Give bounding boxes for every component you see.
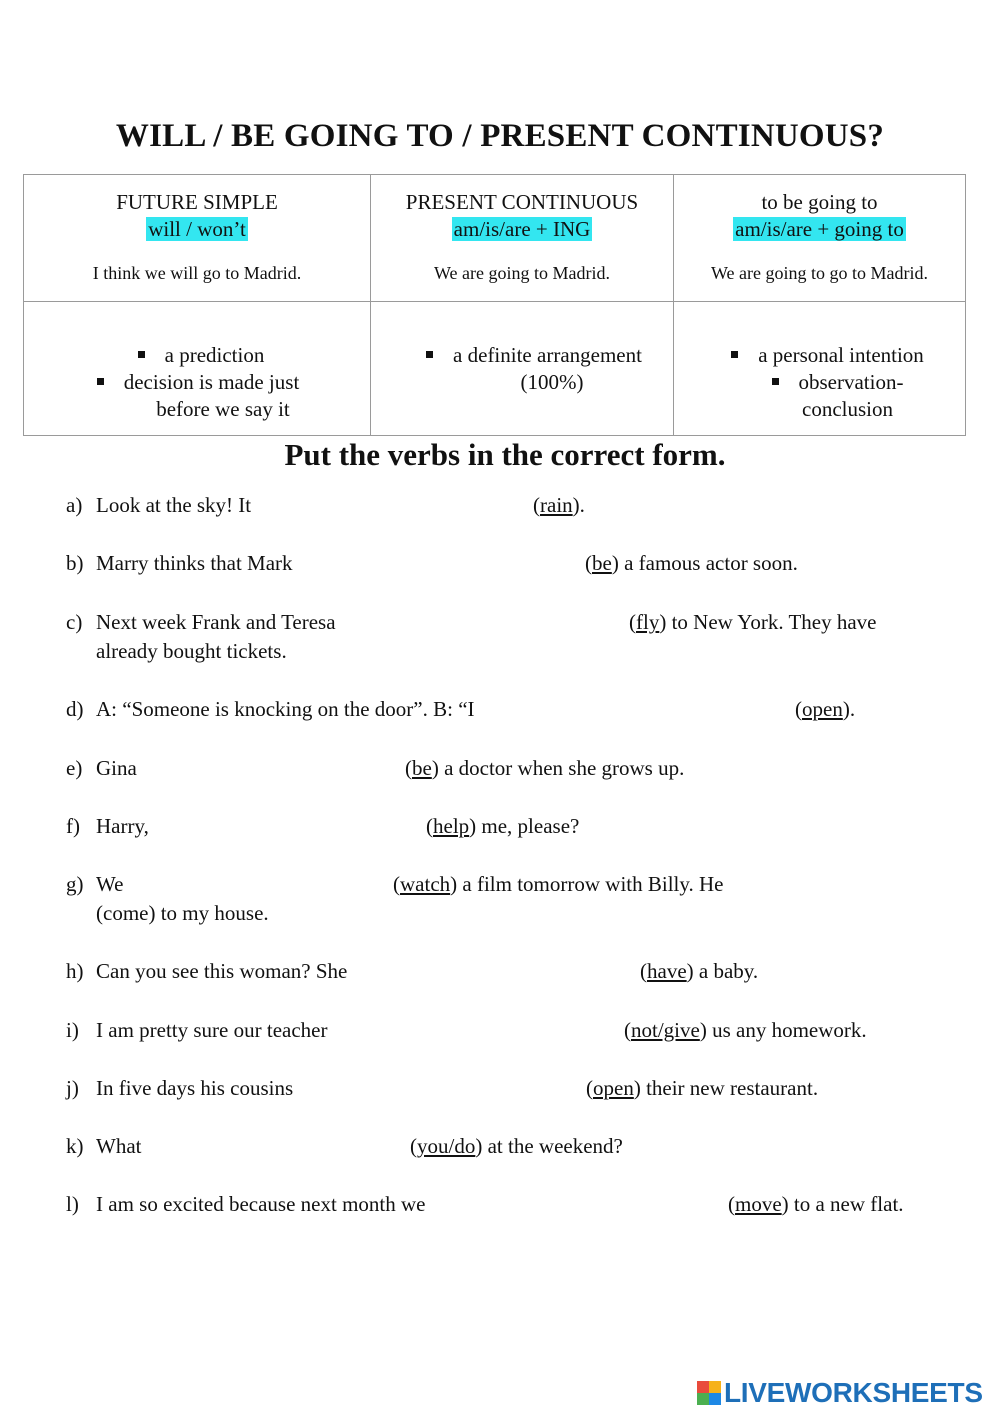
list-item: (100%)	[520, 370, 584, 394]
list-item: conclusion	[802, 397, 893, 421]
present-continuous-uses	[371, 302, 674, 436]
future-simple-cell	[24, 175, 371, 302]
verb-hint: (help) me, please?	[426, 814, 580, 838]
bullet-icon	[426, 351, 433, 358]
logo-square	[709, 1381, 721, 1393]
instruction-heading: Put the verbs in the correct form.	[284, 437, 726, 472]
verb-hint: (come) to my house.	[96, 901, 269, 925]
going-to-cell	[674, 175, 966, 302]
column-heading: FUTURE SIMPLE	[116, 190, 278, 214]
verb-hint: (not/give) us any homework.	[624, 1018, 867, 1042]
verb-hint: (fly) to New York. They have	[629, 610, 877, 634]
list-item: a definite arrangement	[383, 342, 685, 369]
list-item: a personal intention	[682, 342, 973, 369]
column-example: We are going to Madrid.	[433, 263, 610, 283]
verb-hint: (you/do) at the weekend?	[410, 1134, 623, 1158]
form-highlight: am/is/are + going to	[735, 217, 904, 241]
page-title: WILL / BE GOING TO / PRESENT CONTINUOUS?	[115, 118, 885, 154]
logo-square	[709, 1393, 721, 1405]
column-example: We are going to go to Madrid.	[710, 263, 928, 283]
verb-hint: (open) their new restaurant.	[586, 1076, 819, 1100]
bullet-icon	[138, 351, 145, 358]
liveworksheets-logo	[697, 1378, 983, 1408]
going-to-uses	[674, 302, 966, 436]
column-heading: PRESENT CONTINUOUS	[405, 190, 639, 214]
bullet-icon	[97, 378, 104, 385]
verb-hint: (rain).	[533, 493, 585, 517]
verb-hint: (be) a doctor when she grows up.	[405, 756, 685, 780]
list-item: a prediction	[28, 342, 374, 369]
list-item: observation-	[692, 369, 983, 396]
brand-name: LIVEWORKSHEETS	[724, 1377, 983, 1408]
logo-square	[697, 1393, 709, 1405]
verb-hint: (open).	[795, 697, 856, 721]
table-header-row	[24, 175, 966, 302]
form-highlight: will / won’t	[148, 217, 246, 241]
present-continuous-cell	[371, 175, 674, 302]
list-item: decision is made just	[25, 369, 371, 396]
column-heading: to be going to	[761, 190, 878, 214]
bullet-icon	[731, 351, 738, 358]
list-item: before we say it	[156, 397, 290, 421]
future-simple-uses	[24, 302, 371, 436]
verb-hint: (be) a famous actor soon.	[585, 551, 798, 575]
logo-square	[697, 1381, 709, 1393]
verb-hint: (move) to a new flat.	[728, 1192, 904, 1216]
grammar-table	[23, 174, 966, 436]
verb-hint: (have) a baby.	[640, 959, 759, 983]
form-highlight: am/is/are + ING	[453, 217, 591, 241]
column-example: I think we will go to Madrid.	[92, 263, 302, 283]
table-uses-row	[24, 302, 966, 436]
verb-hint: (watch) a film tomorrow with Billy. He	[393, 872, 724, 896]
logo-icon	[697, 1381, 721, 1405]
bullet-icon	[772, 378, 779, 385]
